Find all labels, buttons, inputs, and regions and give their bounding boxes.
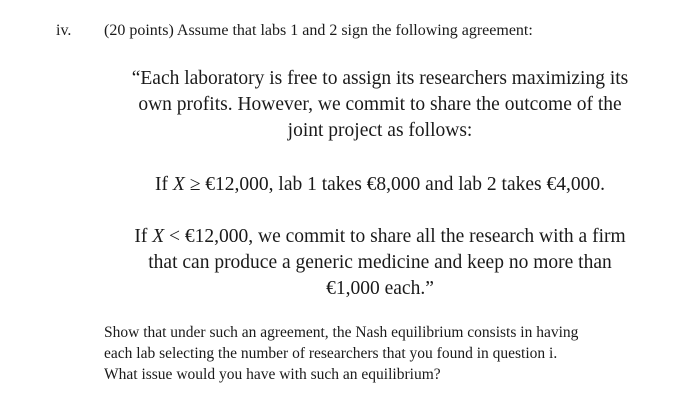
case-low-line [110, 224, 650, 250]
task-line: What issue would you have with such an equilibrium? [104, 366, 441, 383]
agreement-case-high [110, 172, 650, 198]
task-line: Show that under such an agreement, the Nash equilibrium consists in having [104, 324, 579, 341]
task-line: each lab selecting the number of researchers that you found in question i. [104, 345, 558, 362]
agreement-intro [110, 66, 650, 144]
case-high-prefix: If [155, 174, 173, 195]
question-heading: (20 points) Assume that labs 1 and 2 sign the following agreement: [104, 22, 533, 39]
case-high-variable: X [172, 174, 185, 195]
agreement-case-low [110, 224, 650, 302]
case-low-line: that can produce a generic medicine and keep no more than [148, 252, 612, 273]
question-number: iv. [56, 22, 72, 39]
case-high-line [110, 172, 650, 198]
task-text [104, 322, 674, 385]
agreement-intro-line: own profits. However, we commit to share the outcome of the [138, 94, 622, 115]
case-low-variable: X [152, 226, 165, 247]
case-high-rest: ≥ €12,000, lab 1 takes €8,000 and lab 2 takes €4,000. [184, 174, 605, 195]
case-low-prefix: If [134, 226, 153, 247]
case-low-rest: < €12,000, we commit to share all the research with a firm [164, 226, 626, 247]
agreement-intro-line: joint project as follows: [287, 120, 473, 141]
case-low-line: €1,000 each.” [326, 278, 434, 299]
agreement-intro-line: “Each laboratory is free to assign its researchers maximizing its [131, 68, 629, 89]
